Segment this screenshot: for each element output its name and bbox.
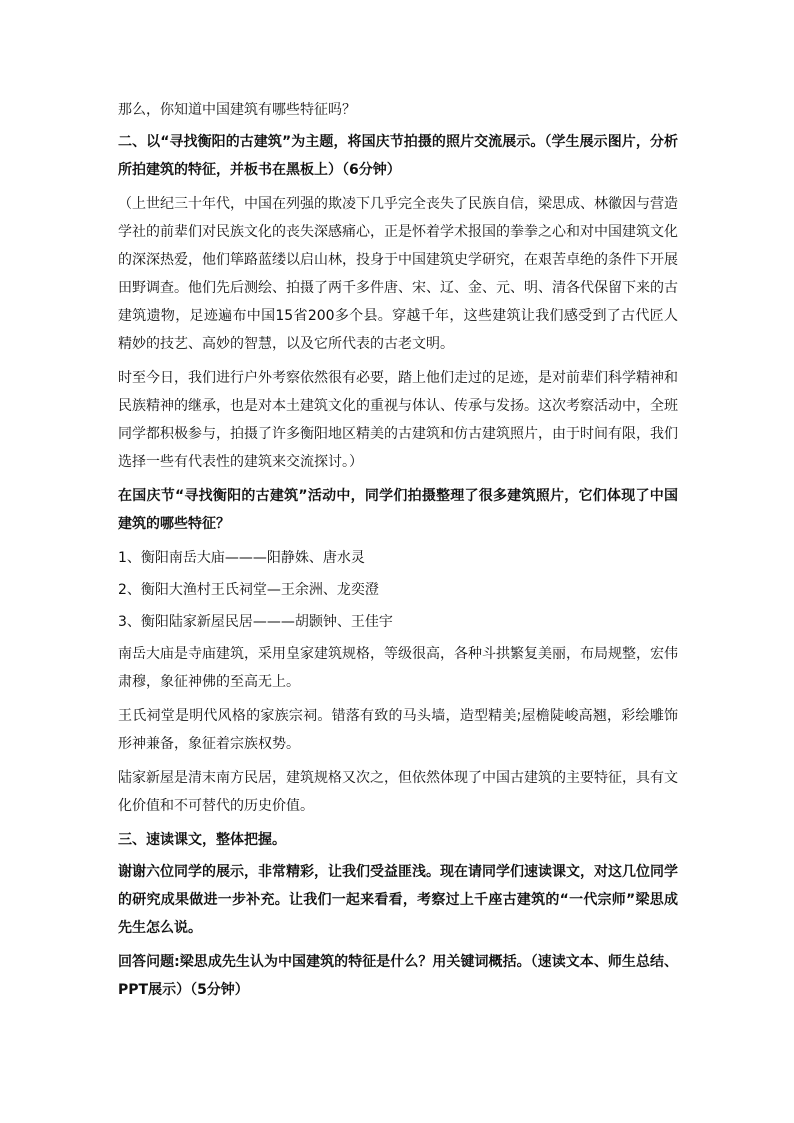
list-item-3: 3、衡阳陆家新屋民居———胡颢钟、王佳宇: [118, 614, 393, 630]
document-page: [118, 96, 678, 1010]
historical-background-paragraph: （上世纪三十年代，中国在列强的欺凌下几乎完全丧失了民族自信，梁思成、林徽因与营造学社的前辈们对民族文化的丧失深感痛心，正是怀着学术报国的拳拳之心和对中国建筑文化的深深热爱，他们筚路蓝缕以启山林，投身于中国建筑史学研究，在艰苦卓绝的条件下开展田野调查。他们先后测绘、拍摄了两千多件唐、宋、辽、金、元、明、清各代保留下来的古建筑遗物，足迹遍布中国15省200多个县。穿越千年，这些建筑让我们感受到了古代匠人精妙的技艺、高妙的智慧，以及它所代表的古老文明。: [118, 196, 678, 352]
list-item-1: 1、衡阳南岳大庙———阳静姝、唐水灵: [118, 550, 365, 566]
question-intro: 那么，你知道中国建筑有哪些特征吗？: [118, 102, 356, 118]
lu-family-house-paragraph: 陆家新屋是清末南方民居，建筑规格又次之，但依然体现了中国古建筑的主要特征，具有文化价值和不可替代的历史价值。: [118, 770, 678, 814]
section-three-heading: 三、速读课文，整体把握。: [118, 832, 286, 848]
field-study-paragraph: 时至今日，我们进行户外考察依然很有必要，踏上他们走过的足迹，是对前辈们科学精神和民族精神的继承，也是对本土建筑文化的重视与体认、传承与发扬。这次考察活动中，全班同学都积极参与，拍摄了许多衡阳地区精美的古建筑和仿古建筑照片，由于时间有限，我们选择一些有代表性的建筑来交流探讨。）: [118, 370, 678, 470]
answer-question-paragraph: 回答问题:梁思成先生认为中国建筑的特征是什么？用关键词概括。（速读文本、师生总结、PPT展示）（5分钟）: [118, 954, 678, 998]
nanyue-temple-paragraph: 南岳大庙是寺庙建筑，采用皇家建筑规格，等级很高，各种斗拱繁复美丽，布局规整，宏伟肃穆，象征神佛的至高无上。: [118, 646, 678, 690]
activity-question: 在国庆节“寻找衡阳的古建筑”活动中，同学们拍摄整理了很多建筑照片，它们体现了中国建筑的哪些特征？: [118, 488, 678, 532]
reading-instruction-paragraph: 谢谢六位同学的展示，非常精彩，让我们受益匪浅。现在请同学们速读课文，对这几位同学的研究成果做进一步补充。让我们一起来看看，考察过上千座古建筑的“一代宗师”梁思成先生怎么说。: [118, 864, 678, 936]
wang-ancestral-hall-paragraph: 王氏祠堂是明代风格的家族宗祠。错落有致的马头墙，造型精美;屋檐陡峻高翘，彩绘雕饰形神兼备，象征着宗族权势。: [118, 708, 678, 752]
section-two-heading: 二、以“寻找衡阳的古建筑”为主题，将国庆节拍摄的照片交流展示。（学生展示图片，分析所拍建筑的特征，并板书在黑板上）（6分钟）: [118, 134, 678, 178]
list-item-2: 2、衡阳大渔村王氏祠堂—王余洲、龙奕澄: [118, 582, 379, 598]
